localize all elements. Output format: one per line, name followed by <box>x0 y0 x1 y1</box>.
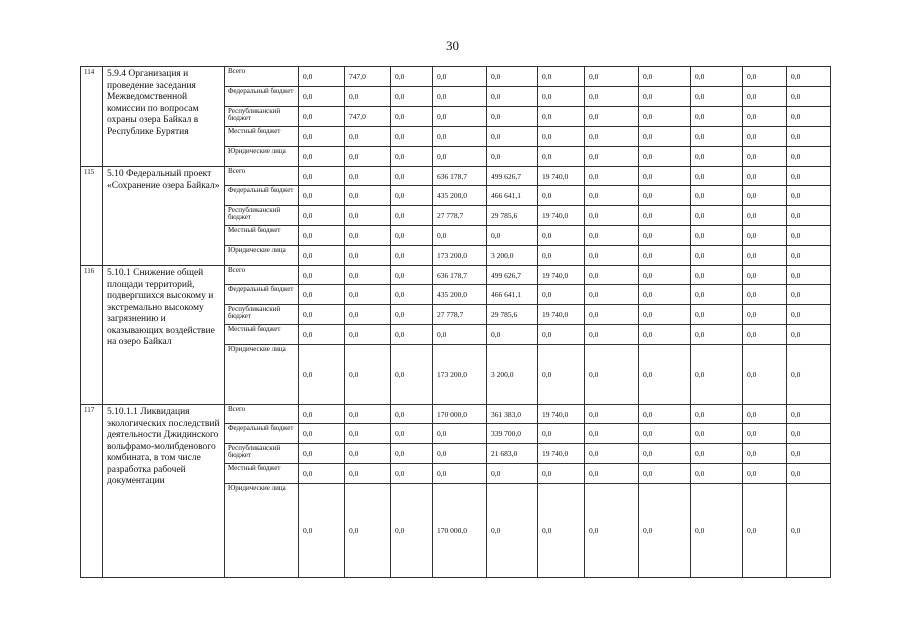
amount-cell: 0,0 <box>585 464 639 484</box>
activity-name: 5.9.4 Организация и проведение заседания Межведомственной комиссии по вопросам охраны озера Байкал в Республике Бурятия <box>103 67 225 167</box>
amount-cell: 0,0 <box>433 325 487 345</box>
amount-cell: 0,0 <box>538 87 585 107</box>
amount-cell: 29 785,6 <box>487 206 538 226</box>
amount-cell: 0,0 <box>391 67 433 87</box>
amount-cell: 0,0 <box>391 464 433 484</box>
amount-cell: 0,0 <box>538 285 585 305</box>
amount-cell: 0,0 <box>585 206 639 226</box>
amount-cell: 19 740,0 <box>538 266 585 285</box>
amount-cell: 170 000,0 <box>433 484 487 578</box>
funding-source: Местный бюджет <box>225 325 299 345</box>
funding-source: Местный бюджет <box>225 127 299 147</box>
amount-cell: 0,0 <box>787 206 831 226</box>
amount-cell: 0,0 <box>639 424 691 444</box>
amount-cell: 0,0 <box>345 186 391 206</box>
amount-cell: 0,0 <box>787 305 831 325</box>
amount-cell: 0,0 <box>743 226 787 246</box>
amount-cell: 0,0 <box>487 484 538 578</box>
amount-cell: 0,0 <box>743 305 787 325</box>
amount-cell: 0,0 <box>391 345 433 405</box>
amount-cell: 0,0 <box>538 127 585 147</box>
amount-cell: 499 626,7 <box>487 167 538 186</box>
funding-source: Всего <box>225 167 299 186</box>
amount-cell: 435 200,0 <box>433 186 487 206</box>
funding-source: Федеральный бюджет <box>225 87 299 107</box>
row-number: 116 <box>81 266 103 405</box>
amount-cell: 0,0 <box>787 127 831 147</box>
amount-cell: 0,0 <box>585 424 639 444</box>
amount-cell: 0,0 <box>391 127 433 147</box>
amount-cell: 0,0 <box>391 305 433 325</box>
amount-cell: 27 778,7 <box>433 206 487 226</box>
amount-cell: 0,0 <box>743 285 787 305</box>
row-number: 114 <box>81 67 103 167</box>
amount-cell: 0,0 <box>538 484 585 578</box>
amount-cell: 0,0 <box>743 167 787 186</box>
amount-cell: 0,0 <box>639 186 691 206</box>
amount-cell: 0,0 <box>299 87 345 107</box>
amount-cell: 0,0 <box>639 444 691 464</box>
amount-cell: 0,0 <box>345 305 391 325</box>
amount-cell: 0,0 <box>538 226 585 246</box>
amount-cell: 0,0 <box>345 226 391 246</box>
amount-cell: 0,0 <box>391 484 433 578</box>
funding-source: Юридические лица <box>225 246 299 266</box>
amount-cell: 0,0 <box>639 127 691 147</box>
amount-cell: 0,0 <box>391 424 433 444</box>
amount-cell: 0,0 <box>538 67 585 87</box>
amount-cell: 0,0 <box>487 226 538 246</box>
amount-cell: 0,0 <box>691 186 743 206</box>
activity-name: 5.10.1.1 Ликвидация экологических последствий деятельности Джидинского вольфрамо-молибденового комбината, в том числе разработка рабочей документации <box>103 405 225 578</box>
amount-cell: 19 740,0 <box>538 167 585 186</box>
amount-cell: 0,0 <box>538 246 585 266</box>
funding-source: Местный бюджет <box>225 226 299 246</box>
amount-cell: 0,0 <box>585 67 639 87</box>
amount-cell: 0,0 <box>585 107 639 127</box>
page-number: 30 <box>446 38 459 53</box>
amount-cell: 0,0 <box>299 167 345 186</box>
amount-cell: 0,0 <box>691 325 743 345</box>
amount-cell: 0,0 <box>691 107 743 127</box>
amount-cell: 0,0 <box>691 405 743 424</box>
amount-cell: 0,0 <box>345 167 391 186</box>
amount-cell: 0,0 <box>299 127 345 147</box>
amount-cell: 19 740,0 <box>538 444 585 464</box>
amount-cell: 173 200,0 <box>433 345 487 405</box>
amount-cell: 636 178,7 <box>433 167 487 186</box>
amount-cell: 0,0 <box>391 405 433 424</box>
amount-cell: 0,0 <box>299 246 345 266</box>
amount-cell: 0,0 <box>585 266 639 285</box>
amount-cell: 0,0 <box>391 285 433 305</box>
amount-cell: 0,0 <box>787 325 831 345</box>
amount-cell: 0,0 <box>691 484 743 578</box>
amount-cell: 27 778,7 <box>433 305 487 325</box>
amount-cell: 0,0 <box>639 226 691 246</box>
amount-cell: 0,0 <box>433 127 487 147</box>
amount-cell: 0,0 <box>743 464 787 484</box>
amount-cell: 0,0 <box>345 405 391 424</box>
amount-cell: 0,0 <box>433 444 487 464</box>
amount-cell: 0,0 <box>787 107 831 127</box>
amount-cell: 0,0 <box>538 345 585 405</box>
amount-cell: 0,0 <box>345 424 391 444</box>
amount-cell: 0,0 <box>345 127 391 147</box>
amount-cell: 0,0 <box>345 484 391 578</box>
amount-cell: 0,0 <box>691 464 743 484</box>
amount-cell: 0,0 <box>538 325 585 345</box>
amount-cell: 0,0 <box>433 464 487 484</box>
funding-source: Всего <box>225 67 299 87</box>
amount-cell: 0,0 <box>691 266 743 285</box>
amount-cell: 0,0 <box>538 424 585 444</box>
table-row <box>81 405 831 424</box>
amount-cell: 0,0 <box>787 246 831 266</box>
amount-cell: 0,0 <box>691 206 743 226</box>
amount-cell: 0,0 <box>345 464 391 484</box>
amount-cell: 0,0 <box>487 127 538 147</box>
amount-cell: 0,0 <box>585 305 639 325</box>
amount-cell: 0,0 <box>787 186 831 206</box>
amount-cell: 0,0 <box>433 87 487 107</box>
amount-cell: 0,0 <box>345 345 391 405</box>
amount-cell: 0,0 <box>433 67 487 87</box>
amount-cell: 636 178,7 <box>433 266 487 285</box>
amount-cell: 0,0 <box>743 206 787 226</box>
amount-cell: 0,0 <box>639 147 691 167</box>
table-row <box>81 266 831 285</box>
amount-cell: 0,0 <box>585 186 639 206</box>
amount-cell: 0,0 <box>487 147 538 167</box>
amount-cell: 0,0 <box>639 206 691 226</box>
amount-cell: 0,0 <box>538 186 585 206</box>
amount-cell: 0,0 <box>345 266 391 285</box>
amount-cell: 0,0 <box>639 266 691 285</box>
amount-cell: 0,0 <box>487 87 538 107</box>
funding-source: Республиканский бюджет <box>225 107 299 127</box>
amount-cell: 466 641,1 <box>487 285 538 305</box>
amount-cell: 0,0 <box>787 464 831 484</box>
amount-cell: 0,0 <box>538 464 585 484</box>
amount-cell: 0,0 <box>487 325 538 345</box>
activity-name: 5.10.1 Снижение общей площади территорий, подвергшихся высокому и экстремально высокому загрязнению и оказывающих воздействие на озеро Байкал <box>103 266 225 405</box>
amount-cell: 0,0 <box>743 325 787 345</box>
amount-cell: 19 740,0 <box>538 305 585 325</box>
amount-cell: 0,0 <box>639 464 691 484</box>
amount-cell: 0,0 <box>691 424 743 444</box>
amount-cell: 435 200,0 <box>433 285 487 305</box>
amount-cell: 0,0 <box>787 147 831 167</box>
amount-cell: 0,0 <box>391 266 433 285</box>
amount-cell: 466 641,1 <box>487 186 538 206</box>
amount-cell: 0,0 <box>299 405 345 424</box>
amount-cell: 0,0 <box>691 127 743 147</box>
amount-cell: 0,0 <box>691 246 743 266</box>
amount-cell: 0,0 <box>299 147 345 167</box>
budget-table <box>80 66 831 578</box>
amount-cell: 0,0 <box>787 87 831 107</box>
funding-source: Федеральный бюджет <box>225 186 299 206</box>
amount-cell: 0,0 <box>299 285 345 305</box>
amount-cell: 0,0 <box>433 147 487 167</box>
amount-cell: 0,0 <box>743 87 787 107</box>
amount-cell: 0,0 <box>787 405 831 424</box>
amount-cell: 0,0 <box>787 285 831 305</box>
funding-source: Федеральный бюджет <box>225 424 299 444</box>
amount-cell: 0,0 <box>345 87 391 107</box>
amount-cell: 0,0 <box>391 107 433 127</box>
amount-cell: 0,0 <box>585 484 639 578</box>
amount-cell: 0,0 <box>299 186 345 206</box>
amount-cell: 0,0 <box>787 167 831 186</box>
amount-cell: 3 200,0 <box>487 246 538 266</box>
amount-cell: 0,0 <box>639 167 691 186</box>
row-number: 115 <box>81 167 103 266</box>
amount-cell: 29 785,6 <box>487 305 538 325</box>
row-number: 117 <box>81 405 103 578</box>
amount-cell: 0,0 <box>538 107 585 127</box>
table-row <box>81 167 831 186</box>
amount-cell: 0,0 <box>743 424 787 444</box>
amount-cell: 0,0 <box>299 206 345 226</box>
amount-cell: 361 383,0 <box>487 405 538 424</box>
funding-source: Всего <box>225 405 299 424</box>
amount-cell: 0,0 <box>299 464 345 484</box>
amount-cell: 0,0 <box>743 127 787 147</box>
amount-cell: 0,0 <box>299 226 345 246</box>
amount-cell: 0,0 <box>691 87 743 107</box>
amount-cell: 0,0 <box>787 424 831 444</box>
amount-cell: 0,0 <box>787 484 831 578</box>
amount-cell: 0,0 <box>743 345 787 405</box>
amount-cell: 0,0 <box>299 444 345 464</box>
amount-cell: 0,0 <box>538 147 585 167</box>
amount-cell: 0,0 <box>639 305 691 325</box>
amount-cell: 0,0 <box>345 325 391 345</box>
amount-cell: 0,0 <box>639 285 691 305</box>
amount-cell: 0,0 <box>391 444 433 464</box>
amount-cell: 0,0 <box>299 345 345 405</box>
amount-cell: 0,0 <box>391 226 433 246</box>
amount-cell: 0,0 <box>787 345 831 405</box>
amount-cell: 339 700,0 <box>487 424 538 444</box>
amount-cell: 0,0 <box>299 305 345 325</box>
amount-cell: 0,0 <box>433 424 487 444</box>
funding-source: Республиканский бюджет <box>225 206 299 226</box>
amount-cell: 0,0 <box>585 167 639 186</box>
amount-cell: 3 200,0 <box>487 345 538 405</box>
amount-cell: 173 200,0 <box>433 246 487 266</box>
amount-cell: 0,0 <box>691 305 743 325</box>
amount-cell: 0,0 <box>585 87 639 107</box>
amount-cell: 170 000,0 <box>433 405 487 424</box>
amount-cell: 0,0 <box>299 67 345 87</box>
amount-cell: 0,0 <box>585 246 639 266</box>
amount-cell: 0,0 <box>639 325 691 345</box>
amount-cell: 0,0 <box>585 127 639 147</box>
amount-cell: 0,0 <box>639 87 691 107</box>
amount-cell: 0,0 <box>345 206 391 226</box>
funding-source: Местный бюджет <box>225 464 299 484</box>
amount-cell: 0,0 <box>743 107 787 127</box>
amount-cell: 0,0 <box>743 266 787 285</box>
amount-cell: 0,0 <box>691 147 743 167</box>
amount-cell: 0,0 <box>743 246 787 266</box>
amount-cell: 0,0 <box>743 444 787 464</box>
amount-cell: 747,0 <box>345 107 391 127</box>
amount-cell: 0,0 <box>691 345 743 405</box>
funding-source: Юридические лица <box>225 484 299 578</box>
amount-cell: 0,0 <box>585 405 639 424</box>
amount-cell: 0,0 <box>639 246 691 266</box>
funding-source: Всего <box>225 266 299 285</box>
amount-cell: 0,0 <box>639 67 691 87</box>
amount-cell: 0,0 <box>691 67 743 87</box>
amount-cell: 499 626,7 <box>487 266 538 285</box>
amount-cell: 0,0 <box>299 325 345 345</box>
amount-cell: 0,0 <box>743 405 787 424</box>
amount-cell: 0,0 <box>391 206 433 226</box>
amount-cell: 0,0 <box>787 67 831 87</box>
table-row <box>81 67 831 87</box>
amount-cell: 0,0 <box>433 226 487 246</box>
amount-cell: 0,0 <box>345 147 391 167</box>
amount-cell: 0,0 <box>639 405 691 424</box>
funding-source: Федеральный бюджет <box>225 285 299 305</box>
amount-cell: 0,0 <box>345 444 391 464</box>
amount-cell: 0,0 <box>691 226 743 246</box>
amount-cell: 0,0 <box>743 484 787 578</box>
amount-cell: 0,0 <box>487 107 538 127</box>
amount-cell: 0,0 <box>585 325 639 345</box>
amount-cell: 0,0 <box>691 285 743 305</box>
amount-cell: 0,0 <box>787 266 831 285</box>
amount-cell: 0,0 <box>787 444 831 464</box>
amount-cell: 0,0 <box>487 67 538 87</box>
amount-cell: 0,0 <box>391 325 433 345</box>
amount-cell: 747,0 <box>345 67 391 87</box>
amount-cell: 0,0 <box>743 186 787 206</box>
funding-source: Республиканский бюджет <box>225 305 299 325</box>
amount-cell: 0,0 <box>743 67 787 87</box>
funding-source: Республиканский бюджет <box>225 444 299 464</box>
amount-cell: 0,0 <box>345 246 391 266</box>
activity-name: 5.10 Федеральный проект «Сохранение озера Байкал» <box>103 167 225 266</box>
amount-cell: 19 740,0 <box>538 405 585 424</box>
amount-cell: 0,0 <box>691 444 743 464</box>
amount-cell: 0,0 <box>585 226 639 246</box>
amount-cell: 0,0 <box>345 285 391 305</box>
amount-cell: 0,0 <box>299 107 345 127</box>
amount-cell: 0,0 <box>691 167 743 186</box>
amount-cell: 0,0 <box>585 285 639 305</box>
amount-cell: 0,0 <box>391 147 433 167</box>
funding-source: Юридические лица <box>225 345 299 405</box>
amount-cell: 0,0 <box>299 484 345 578</box>
amount-cell: 21 683,0 <box>487 444 538 464</box>
amount-cell: 0,0 <box>585 147 639 167</box>
amount-cell: 0,0 <box>391 87 433 107</box>
amount-cell: 0,0 <box>487 464 538 484</box>
amount-cell: 0,0 <box>639 345 691 405</box>
amount-cell: 0,0 <box>391 246 433 266</box>
amount-cell: 0,0 <box>299 424 345 444</box>
amount-cell: 0,0 <box>585 444 639 464</box>
amount-cell: 0,0 <box>585 345 639 405</box>
amount-cell: 0,0 <box>433 107 487 127</box>
amount-cell: 19 740,0 <box>538 206 585 226</box>
funding-source: Юридические лица <box>225 147 299 167</box>
amount-cell: 0,0 <box>743 147 787 167</box>
amount-cell: 0,0 <box>391 167 433 186</box>
amount-cell: 0,0 <box>639 484 691 578</box>
amount-cell: 0,0 <box>299 266 345 285</box>
amount-cell: 0,0 <box>639 107 691 127</box>
amount-cell: 0,0 <box>787 226 831 246</box>
amount-cell: 0,0 <box>391 186 433 206</box>
